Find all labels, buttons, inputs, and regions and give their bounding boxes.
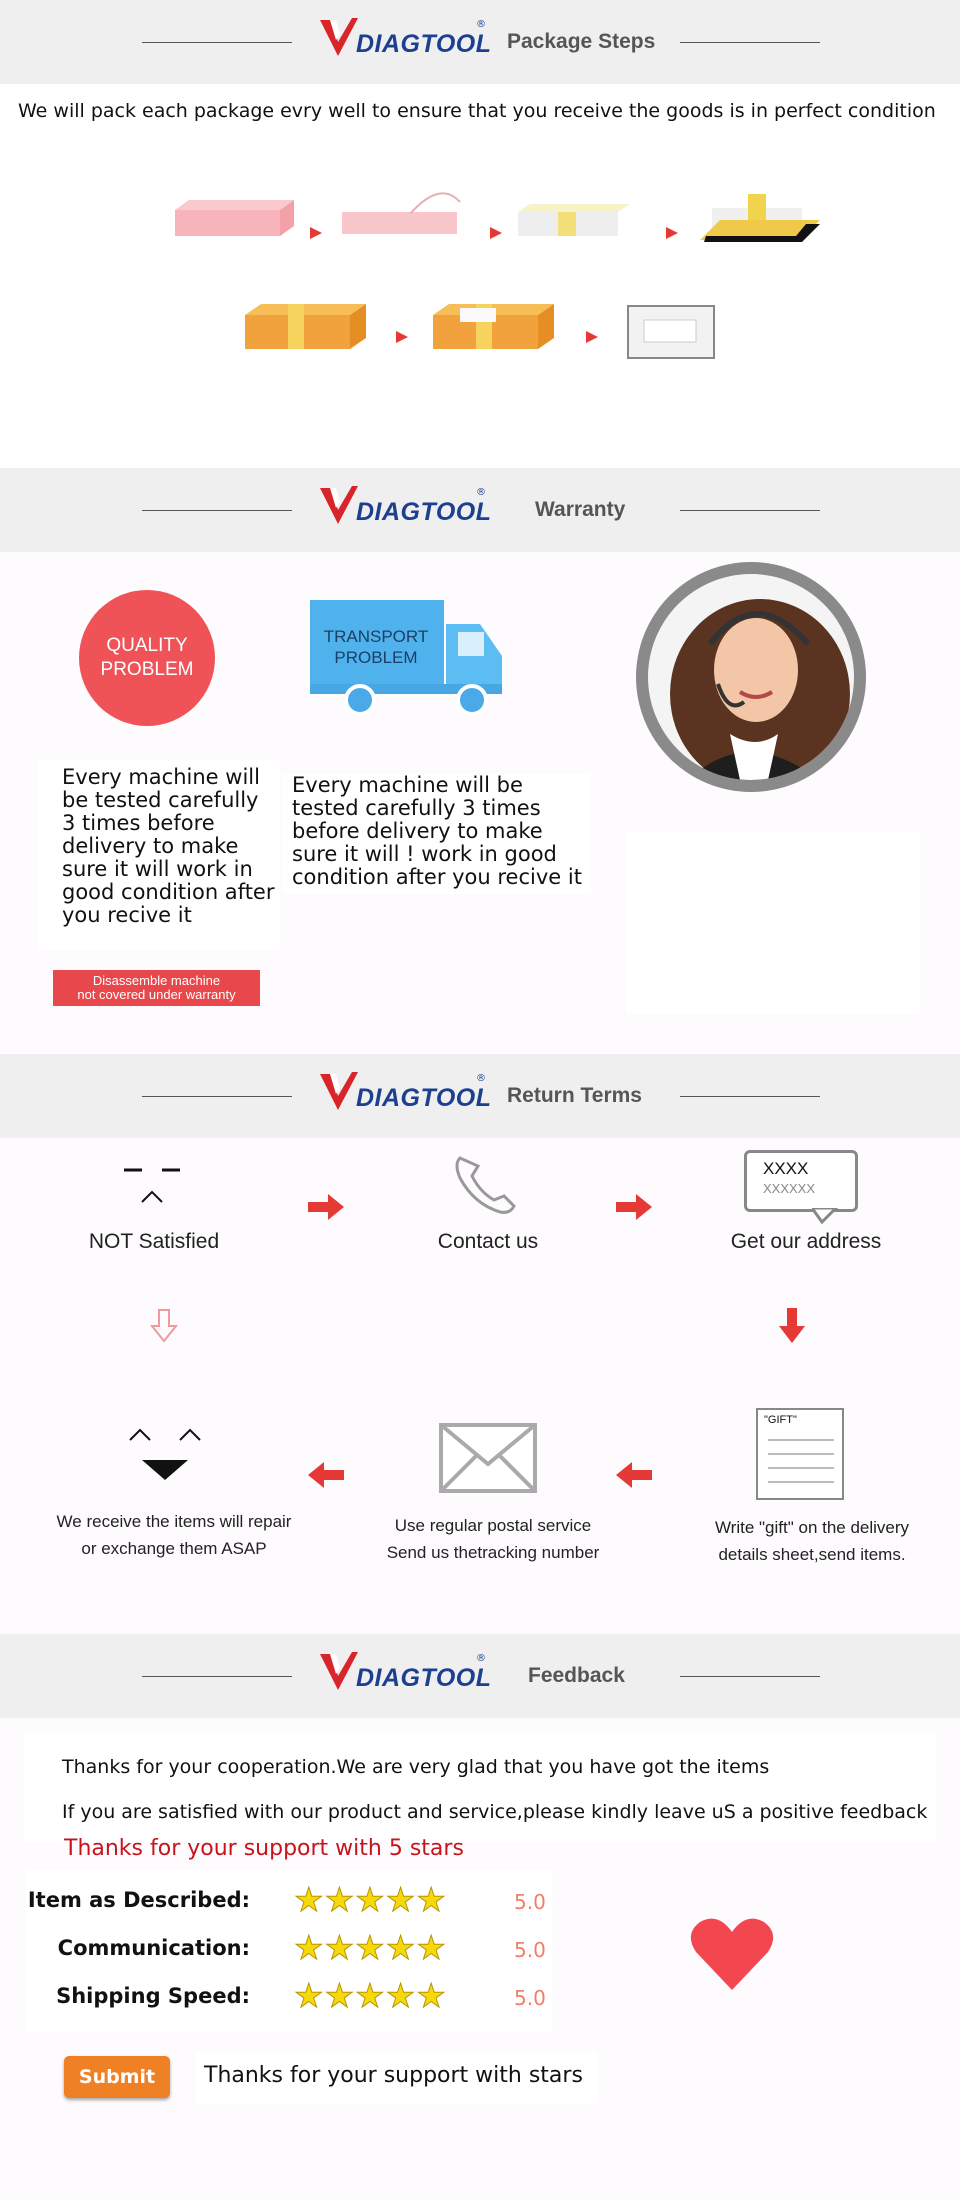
warranty-notice [53,970,260,1006]
brand-logo [318,1648,490,1696]
feedback-headline: Thanks for your support with 5 stars [64,1836,464,1861]
step-contact-us: Contact us [437,1230,539,1253]
warranty-notice-line1: Disassemble machine [92,973,221,988]
section-title: Package Steps [507,30,656,53]
brand-registered: ® [476,487,486,498]
header-rule-right [680,510,820,511]
warranty-left-text: Every machine will be tested carefully 3 times before delivery to make sure it will work in good condition after you recive it [62,765,275,927]
step-write-gift [682,1514,942,1568]
rating-label-communication: Communication: [57,1936,250,1960]
feedback-line2: If you are satisfied with our product and service,please kindly leave uS a positive feedback [62,1801,928,1823]
step5-line2: Send us thetracking number [386,1543,600,1562]
warranty-card-right [626,832,920,1014]
brand-name: DIAGTOOL [356,30,492,58]
step-receive-items [34,1508,314,1562]
brand-logo [318,482,490,530]
address-speech-bubble [744,1150,858,1212]
step6-line1: We receive the items will repair [56,1512,292,1531]
quality-badge-line2: PROBLEM [100,659,194,680]
truck-label-line2: PROBLEM [334,648,418,667]
arrow-down-icon [778,1308,806,1344]
bubble-line2: XXXXXX [763,1181,816,1196]
brand-registered: ® [476,19,486,30]
section-title: Warranty [535,498,626,521]
step6-line2: or exchange them ASAP [81,1539,267,1558]
section-title: Return Terms [507,1084,642,1107]
rating-label-shipping: Shipping Speed: [56,1984,250,2008]
warranty-header [0,468,960,552]
return-terms-section [0,1138,960,1634]
gift-sheet [756,1408,844,1500]
rating-score-communication: 5.0 [514,1938,546,1962]
brand-logo [318,14,490,62]
package-boxes-icon [0,180,960,400]
rating-stars-communication[interactable]: ★★★★★ [294,1928,447,1967]
arrow-left-icon [614,1462,654,1488]
rating-stars-described[interactable]: ★★★★★ [294,1880,447,1919]
step-postal-service [358,1512,628,1566]
support-agent-icon [648,574,854,780]
package-intro-text: We will pack each package evry well to ensure that you receive the goods is in perfect condition [18,100,936,122]
header-rule-left [142,1096,292,1097]
step4-line1: Write "gift" on the delivery [714,1518,910,1537]
brand-registered: ® [476,1653,486,1664]
header-rule-right [680,1676,820,1677]
logo-mark-icon [318,1070,358,1114]
arrow-down-outline-icon [150,1308,178,1344]
step5-line1: Use regular postal service [394,1516,592,1535]
submit-caption: Thanks for your support with stars [204,2063,583,2088]
quality-badge-line1: QUALITY [106,635,188,656]
package-steps-header [0,0,960,84]
step-get-address: Get our address [730,1230,882,1253]
header-rule-left [142,510,292,511]
header-rule-right [680,1096,820,1097]
package-steps-illustration [0,180,960,400]
sheet-lines-icon [758,1430,842,1500]
arrow-left-icon [306,1462,346,1488]
support-agent-avatar [636,562,866,792]
feedback-text-card [24,1732,936,1842]
brand-logo [318,1068,490,1116]
warranty-card-middle [283,774,591,894]
rating-label-described: Item as Described: [27,1888,250,1912]
bubble-tail-icon [812,1208,838,1224]
feedback-line1: Thanks for your cooperation.We are very glad that you have got the items [62,1756,770,1778]
submit-button[interactable]: Submit [64,2056,170,2098]
warranty-section [0,552,960,1052]
truck-label-line1: TRANSPORT [323,627,429,646]
section-title: Feedback [528,1664,625,1687]
warranty-card-left [38,760,280,950]
phone-icon [452,1152,516,1216]
heart-icon [690,1916,774,1992]
feedback-header [0,1634,960,1718]
arrow-right-icon [614,1194,654,1220]
envelope-icon [438,1422,538,1494]
warranty-middle-text: Every machine will be tested carefully 3 times before delivery to make sure it will ! work in good condition after you recive it [292,773,582,889]
arrow-right-icon [306,1194,346,1220]
gift-sheet-label: "GIFT" [764,1414,797,1426]
rating-score-described: 5.0 [514,1890,546,1914]
unsatisfied-face-icon [120,1164,190,1214]
return-terms-header [0,1054,960,1138]
header-rule-left [142,1676,292,1677]
logo-mark-icon [318,484,358,528]
brand-name: DIAGTOOL [356,1664,492,1692]
rating-stars-shipping[interactable]: ★★★★★ [294,1976,447,2015]
bubble-line1: XXXX [763,1159,809,1178]
logo-mark-icon [318,16,358,60]
brand-name: DIAGTOOL [356,498,492,526]
step4-line2: details sheet,send items. [718,1545,906,1564]
transport-problem-truck [308,600,508,726]
logo-mark-icon [318,1650,358,1694]
brand-registered: ® [476,1073,486,1084]
header-rule-right [680,42,820,43]
quality-problem-badge [79,590,215,726]
warranty-notice-line2: not covered under warranty [77,987,236,1002]
happy-face-icon [120,1424,210,1484]
feedback-section [0,1718,960,2200]
step-not-satisfied: NOT Satisfied [88,1230,220,1253]
brand-name: DIAGTOOL [356,1084,492,1112]
rating-score-shipping: 5.0 [514,1986,546,2010]
header-rule-left [142,42,292,43]
